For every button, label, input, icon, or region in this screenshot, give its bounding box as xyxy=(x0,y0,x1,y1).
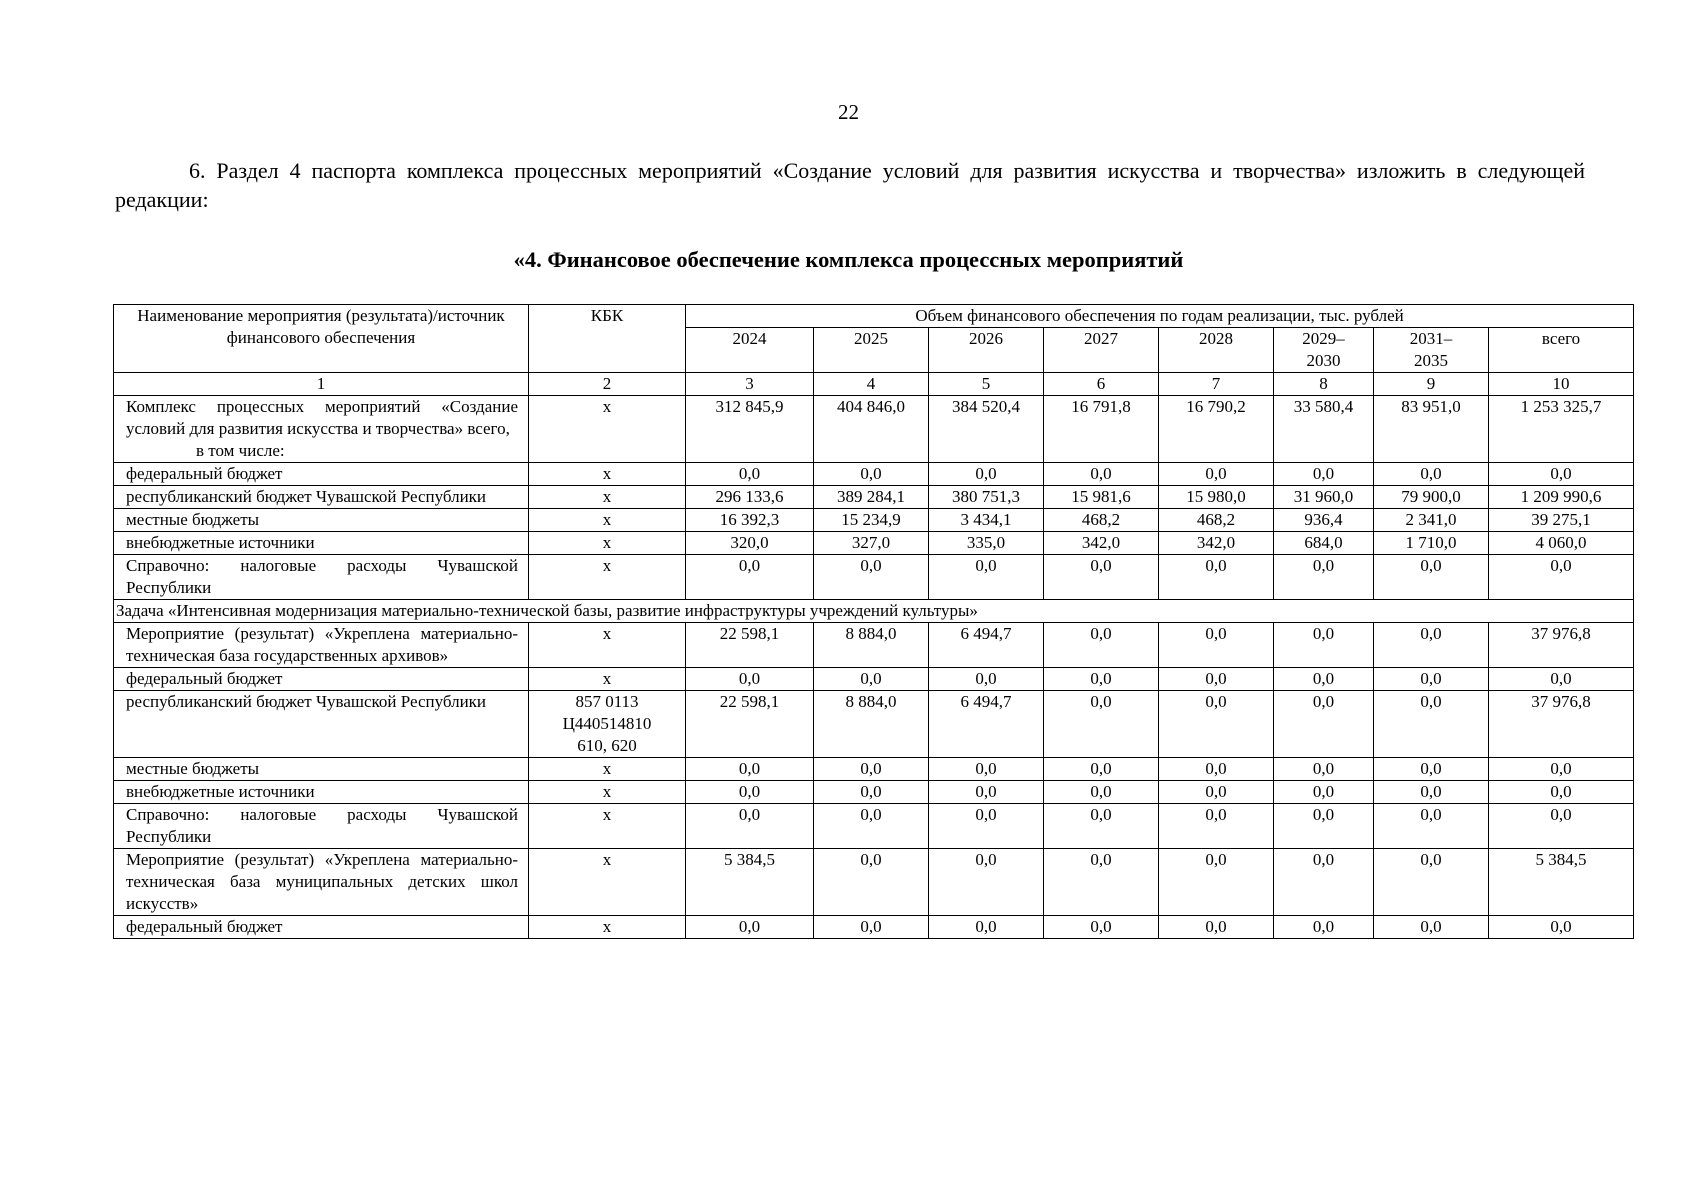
row-kbk: x xyxy=(529,781,686,804)
section-title: «4. Финансовое обеспечение комплекса процессных мероприятий xyxy=(513,247,1184,272)
task-cell: Задача «Интенсивная модернизация материально-технической базы, развитие инфраструктуры учреждений культуры» xyxy=(114,600,1634,623)
task-row xyxy=(114,600,1634,623)
row-name: местные бюджеты xyxy=(126,510,260,529)
column-number: 3 xyxy=(686,373,814,396)
row-value: 0,0 xyxy=(1159,555,1274,600)
row-value: 0,0 xyxy=(1489,781,1634,804)
row-value: 0,0 xyxy=(814,555,929,600)
row-value: 5 384,5 xyxy=(1489,849,1634,916)
row-value: 320,0 xyxy=(686,532,814,555)
header-year: 2031– 2035 xyxy=(1374,328,1489,373)
row-name-cell xyxy=(114,849,529,916)
row-kbk: x xyxy=(529,486,686,509)
row-value: 0,0 xyxy=(1044,781,1159,804)
row-name: внебюджетные источники xyxy=(126,782,315,801)
row-value: 0,0 xyxy=(1374,463,1489,486)
row-value: 0,0 xyxy=(1374,668,1489,691)
row-value: 37 976,8 xyxy=(1489,691,1634,758)
row-value: 5 384,5 xyxy=(686,849,814,916)
row-kbk: x xyxy=(529,849,686,916)
row-value: 1 253 325,7 xyxy=(1489,396,1634,463)
column-number: 2 xyxy=(529,373,686,396)
row-value: 1 710,0 xyxy=(1374,532,1489,555)
table-row xyxy=(114,758,1634,781)
row-value: 335,0 xyxy=(929,532,1044,555)
row-value: 0,0 xyxy=(1274,668,1374,691)
row-value: 0,0 xyxy=(1274,463,1374,486)
row-value: 0,0 xyxy=(1374,691,1489,758)
row-value: 0,0 xyxy=(1044,555,1159,600)
row-value: 0,0 xyxy=(1274,781,1374,804)
row-kbk: x xyxy=(529,758,686,781)
row-value: 0,0 xyxy=(1159,781,1274,804)
row-name-cell xyxy=(114,555,529,600)
row-value: 0,0 xyxy=(1374,916,1489,939)
row-name-cell xyxy=(114,758,529,781)
table-row xyxy=(114,804,1634,849)
row-name-cell xyxy=(114,532,529,555)
row-value: 0,0 xyxy=(929,804,1044,849)
intro-paragraph: 6. Раздел 4 паспорта комплекса процессных мероприятий «Создание условий для развития искусства и творчества» изложить в следующей редакции: xyxy=(115,158,1585,212)
row-name: внебюджетные источники xyxy=(126,533,315,552)
row-value: 3 434,1 xyxy=(929,509,1044,532)
row-value: 0,0 xyxy=(929,849,1044,916)
header-year: 2025 xyxy=(814,328,929,373)
row-value: 15 980,0 xyxy=(1159,486,1274,509)
row-value: 0,0 xyxy=(814,781,929,804)
row-value: 0,0 xyxy=(686,758,814,781)
row-name: Мероприятие (результат) «Укреплена материально-техническая база государственных архивов» xyxy=(126,624,518,665)
row-value: 31 960,0 xyxy=(1274,486,1374,509)
table-row xyxy=(114,555,1634,600)
row-name: Справочно: налоговые расходы Чувашской Республики xyxy=(126,805,518,846)
row-kbk: x xyxy=(529,555,686,600)
row-value: 8 884,0 xyxy=(814,623,929,668)
row-value: 0,0 xyxy=(814,804,929,849)
row-value: 15 981,6 xyxy=(1044,486,1159,509)
row-value: 6 494,7 xyxy=(929,623,1044,668)
row-value: 936,4 xyxy=(1274,509,1374,532)
row-value: 0,0 xyxy=(1044,916,1159,939)
row-name: республиканский бюджет Чувашской Республики xyxy=(126,487,487,506)
row-name-cell xyxy=(114,463,529,486)
header-year: 2024 xyxy=(686,328,814,373)
row-value: 0,0 xyxy=(929,758,1044,781)
row-value: 0,0 xyxy=(1489,668,1634,691)
row-name-cell xyxy=(114,691,529,758)
row-value: 0,0 xyxy=(814,668,929,691)
row-value: 384 520,4 xyxy=(929,396,1044,463)
row-value: 8 884,0 xyxy=(814,691,929,758)
column-number: 9 xyxy=(1374,373,1489,396)
table-row xyxy=(114,509,1634,532)
row-name-cell xyxy=(114,623,529,668)
row-value: 0,0 xyxy=(1159,691,1274,758)
row-kbk: x xyxy=(529,396,686,463)
row-subnote: в том числе: xyxy=(196,441,285,460)
table-row xyxy=(114,623,1634,668)
table-row xyxy=(114,916,1634,939)
row-value: 0,0 xyxy=(686,668,814,691)
row-name: местные бюджеты xyxy=(126,759,260,778)
row-value: 4 060,0 xyxy=(1489,532,1634,555)
row-value: 0,0 xyxy=(1274,804,1374,849)
row-value: 0,0 xyxy=(686,555,814,600)
header-volume: Объем финансового обеспечения по годам реализации, тыс. рублей xyxy=(686,305,1634,328)
row-value: 2 341,0 xyxy=(1374,509,1489,532)
row-name-cell xyxy=(114,396,529,463)
row-value: 0,0 xyxy=(1489,804,1634,849)
row-name-cell xyxy=(114,781,529,804)
row-name-cell xyxy=(114,916,529,939)
row-kbk: x xyxy=(529,804,686,849)
table-row xyxy=(114,668,1634,691)
row-name: федеральный бюджет xyxy=(126,464,283,483)
column-number: 8 xyxy=(1274,373,1374,396)
column-number: 1 xyxy=(114,373,529,396)
row-value: 0,0 xyxy=(1044,758,1159,781)
table-row xyxy=(114,396,1634,463)
row-value: 0,0 xyxy=(929,463,1044,486)
table-row xyxy=(114,463,1634,486)
table-row xyxy=(114,849,1634,916)
row-value: 312 845,9 xyxy=(686,396,814,463)
row-value: 0,0 xyxy=(1159,916,1274,939)
row-kbk: x xyxy=(529,532,686,555)
row-value: 404 846,0 xyxy=(814,396,929,463)
table-row xyxy=(114,781,1634,804)
header-kbk: КБК xyxy=(529,305,686,373)
row-name-cell xyxy=(114,509,529,532)
row-value: 0,0 xyxy=(686,463,814,486)
row-value: 0,0 xyxy=(1489,555,1634,600)
row-value: 0,0 xyxy=(1374,849,1489,916)
header-year: всего xyxy=(1489,328,1634,373)
row-value: 33 580,4 xyxy=(1274,396,1374,463)
row-name: Справочно: налоговые расходы Чувашской Республики xyxy=(126,556,518,597)
row-value: 15 234,9 xyxy=(814,509,929,532)
row-value: 0,0 xyxy=(686,804,814,849)
table-row xyxy=(114,691,1634,758)
row-value: 0,0 xyxy=(1274,623,1374,668)
row-value: 0,0 xyxy=(1374,804,1489,849)
row-value: 0,0 xyxy=(1274,758,1374,781)
row-value: 22 598,1 xyxy=(686,691,814,758)
row-value: 16 392,3 xyxy=(686,509,814,532)
row-value: 16 790,2 xyxy=(1159,396,1274,463)
row-name: федеральный бюджет xyxy=(126,917,283,936)
row-value: 342,0 xyxy=(1159,532,1274,555)
row-value: 0,0 xyxy=(1374,781,1489,804)
header-year: 2027 xyxy=(1044,328,1159,373)
row-value: 389 284,1 xyxy=(814,486,929,509)
row-value: 0,0 xyxy=(1159,623,1274,668)
row-value: 327,0 xyxy=(814,532,929,555)
row-value: 342,0 xyxy=(1044,532,1159,555)
row-value: 0,0 xyxy=(814,463,929,486)
header-year: 2028 xyxy=(1159,328,1274,373)
column-number: 7 xyxy=(1159,373,1274,396)
row-value: 79 900,0 xyxy=(1374,486,1489,509)
row-name: республиканский бюджет Чувашской Республики xyxy=(126,692,487,711)
table-row xyxy=(114,532,1634,555)
row-value: 1 209 990,6 xyxy=(1489,486,1634,509)
row-value: 296 133,6 xyxy=(686,486,814,509)
row-value: 0,0 xyxy=(1159,668,1274,691)
row-value: 0,0 xyxy=(1044,849,1159,916)
row-value: 0,0 xyxy=(1044,463,1159,486)
header-year: 2029– 2030 xyxy=(1274,328,1374,373)
row-value: 0,0 xyxy=(1044,668,1159,691)
row-value: 468,2 xyxy=(1044,509,1159,532)
row-name-cell xyxy=(114,486,529,509)
header-row-1 xyxy=(114,305,1634,328)
row-name-cell xyxy=(114,804,529,849)
row-name: федеральный бюджет xyxy=(126,669,283,688)
column-numbers-row xyxy=(114,373,1634,396)
row-value: 0,0 xyxy=(1159,758,1274,781)
row-value: 0,0 xyxy=(1374,555,1489,600)
row-value: 468,2 xyxy=(1159,509,1274,532)
row-kbk: x xyxy=(529,916,686,939)
row-value: 0,0 xyxy=(1159,463,1274,486)
row-value: 0,0 xyxy=(929,781,1044,804)
row-value: 0,0 xyxy=(1274,555,1374,600)
row-kbk: x xyxy=(529,623,686,668)
row-kbk: x xyxy=(529,668,686,691)
column-number: 4 xyxy=(814,373,929,396)
row-value: 380 751,3 xyxy=(929,486,1044,509)
header-year: 2026 xyxy=(929,328,1044,373)
row-value: 0,0 xyxy=(1489,758,1634,781)
row-value: 0,0 xyxy=(1044,691,1159,758)
row-name-cell xyxy=(114,668,529,691)
row-name: Комплекс процессных мероприятий «Создание условий для развития искусства и творчества» всего, xyxy=(126,397,518,438)
row-value: 0,0 xyxy=(929,555,1044,600)
row-value: 0,0 xyxy=(1374,623,1489,668)
row-value: 0,0 xyxy=(1274,691,1374,758)
row-value: 0,0 xyxy=(1489,916,1634,939)
table-row xyxy=(114,486,1634,509)
row-value: 684,0 xyxy=(1274,532,1374,555)
table-body xyxy=(114,396,1634,939)
row-value: 0,0 xyxy=(1159,804,1274,849)
row-value: 0,0 xyxy=(1044,804,1159,849)
row-value: 0,0 xyxy=(929,916,1044,939)
row-kbk: x xyxy=(529,509,686,532)
header-name: Наименование мероприятия (результата)/источник финансового обеспечения xyxy=(114,305,529,373)
column-number: 5 xyxy=(929,373,1044,396)
row-value: 16 791,8 xyxy=(1044,396,1159,463)
row-kbk: 857 0113 Ц440514810 610, 620 xyxy=(529,691,686,758)
row-value: 0,0 xyxy=(814,849,929,916)
row-value: 83 951,0 xyxy=(1374,396,1489,463)
financing-table xyxy=(113,304,1634,939)
column-number: 10 xyxy=(1489,373,1634,396)
row-value: 0,0 xyxy=(1044,623,1159,668)
row-kbk: x xyxy=(529,463,686,486)
row-value: 0,0 xyxy=(1274,916,1374,939)
row-value: 0,0 xyxy=(1489,463,1634,486)
row-value: 39 275,1 xyxy=(1489,509,1634,532)
row-value: 0,0 xyxy=(814,758,929,781)
row-value: 0,0 xyxy=(1274,849,1374,916)
column-number: 6 xyxy=(1044,373,1159,396)
row-value: 0,0 xyxy=(929,668,1044,691)
row-name: Мероприятие (результат) «Укреплена материально-техническая база муниципальных детских школ искусств» xyxy=(126,850,518,913)
row-value: 22 598,1 xyxy=(686,623,814,668)
row-value: 0,0 xyxy=(686,916,814,939)
row-value: 0,0 xyxy=(686,781,814,804)
row-value: 0,0 xyxy=(814,916,929,939)
page-number: 22 xyxy=(838,100,859,124)
row-value: 6 494,7 xyxy=(929,691,1044,758)
row-value: 0,0 xyxy=(1159,849,1274,916)
row-value: 0,0 xyxy=(1374,758,1489,781)
row-value: 37 976,8 xyxy=(1489,623,1634,668)
